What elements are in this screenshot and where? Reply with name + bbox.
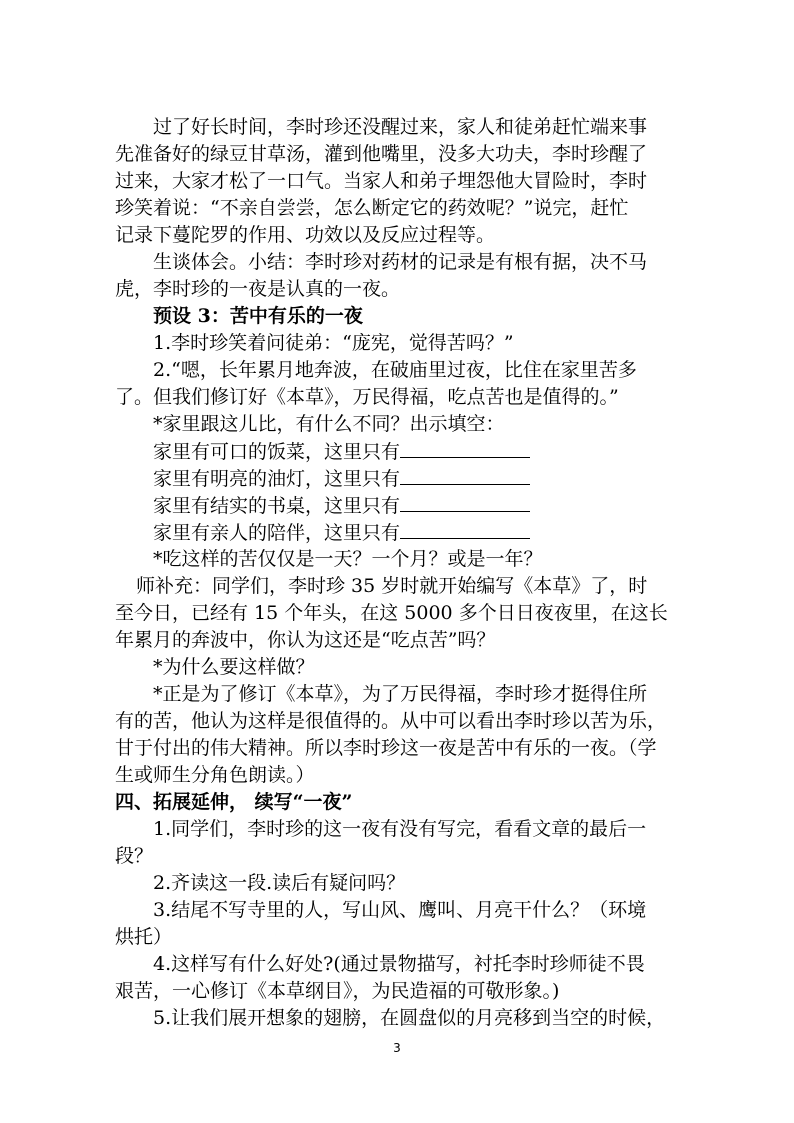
text-line: 师补充：同学们，李时珍 35 岁时就开始编写《本草》了，时 xyxy=(136,575,648,597)
fill-blank-prompt: 家里有明亮的油灯，这里只有 xyxy=(153,468,401,490)
page-number: 3 xyxy=(393,1041,401,1055)
text-line: 段？ xyxy=(115,845,154,867)
fill-blank xyxy=(400,492,530,512)
text-line: 5.让我们展开想象的翅膀，在圆盘似的月亮移到当空的时候， xyxy=(153,1007,666,1029)
text-line: 了。但我们修订好《本草》，万民得福，吃点苦也是值得的。” xyxy=(115,386,619,408)
text-line: 年累月的奔波中，你认为这还是“吃点苦”吗？ xyxy=(115,629,496,651)
text-line: *吃这样的苦仅仅是一天？一个月？或是一年？ xyxy=(153,548,543,570)
text-line: 至今日，已经有 15 个年头，在这 5000 多个日日夜夜里，在这长 xyxy=(115,602,668,624)
text-line: 有的苦，他认为这样是很值得的。从中可以看出李时珍以苦为乐， xyxy=(115,710,667,732)
text-line: 生谈体会。小结：李时珍对药材的记录是有根有据，决不马 xyxy=(153,251,648,273)
fill-blank-line xyxy=(153,465,530,493)
fill-blank-line xyxy=(153,519,530,547)
fill-blank-line xyxy=(153,438,530,466)
text-line: 烘托） xyxy=(115,926,173,948)
fill-blank xyxy=(400,438,530,458)
text-line: 1.李时珍笑着问徒弟：“庞宪，觉得苦吗？” xyxy=(153,332,514,354)
text-line: 艰苦，一心修订《本草纲目》，为民造福的可敬形象。) xyxy=(115,980,560,1002)
text-line: 2.“嗯，长年累月地奔波，在破庙里过夜，比住在家里苦多 xyxy=(153,359,637,381)
text-line: *家里跟这儿比，有什么不同？出示填空： xyxy=(153,413,505,435)
fill-blank-prompt: 家里有可口的饭菜，这里只有 xyxy=(153,441,401,463)
text-line: 先准备好的绿豆甘草汤，灌到他嘴里，没多大功夫，李时珍醒了 xyxy=(115,143,648,165)
text-line: 4.这样写有什么好处?(通过景物描写，衬托李时珍师徒不畏 xyxy=(153,953,645,975)
text-line: 过来，大家才松了一口气。当家人和弟子埋怨他大冒险时，李时 xyxy=(115,170,648,192)
text-line: 2.齐读这一段.读后有疑问吗？ xyxy=(153,872,406,894)
text-line: 甘于付出的伟大精神。所以李时珍这一夜是苦中有乐的一夜。（学 xyxy=(115,737,657,759)
text-line: 过了好长时间，李时珍还没醒过来，家人和徒弟赶忙端来事 xyxy=(153,116,648,138)
fill-blank xyxy=(400,519,530,539)
text-line: *为什么要这样做？ xyxy=(153,656,315,678)
text-line: 生或师生分角色朗读。） xyxy=(115,764,315,786)
text-line: 珍笑着说：“不亲自尝尝，怎么断定它的药效呢？”说完，赶忙 xyxy=(115,197,629,219)
text-line: *正是为了修订《本草》，为了万民得福，李时珍才挺得住所 xyxy=(153,683,648,705)
fill-blank xyxy=(400,465,530,485)
fill-blank-line xyxy=(153,492,530,520)
text-line: 1.同学们，李时珍的这一夜有没有写完，看看文章的最后一 xyxy=(153,818,647,840)
text-line: 记录下蔓陀罗的作用、功效以及反应过程等。 xyxy=(115,224,496,246)
section-heading: 四、拓展延伸， 续写“一夜” xyxy=(115,791,353,813)
text-line: 3.结尾不写寺里的人，写山风、鹰叫、月亮干什么？（环境 xyxy=(153,899,647,921)
section-heading: 预设 3：苦中有乐的一夜 xyxy=(153,305,363,327)
fill-blank-prompt: 家里有亲人的陪伴，这里只有 xyxy=(153,522,401,544)
text-line: 虎，李时珍的一夜是认真的一夜。 xyxy=(115,278,401,300)
fill-blank-prompt: 家里有结实的书桌，这里只有 xyxy=(153,495,401,517)
